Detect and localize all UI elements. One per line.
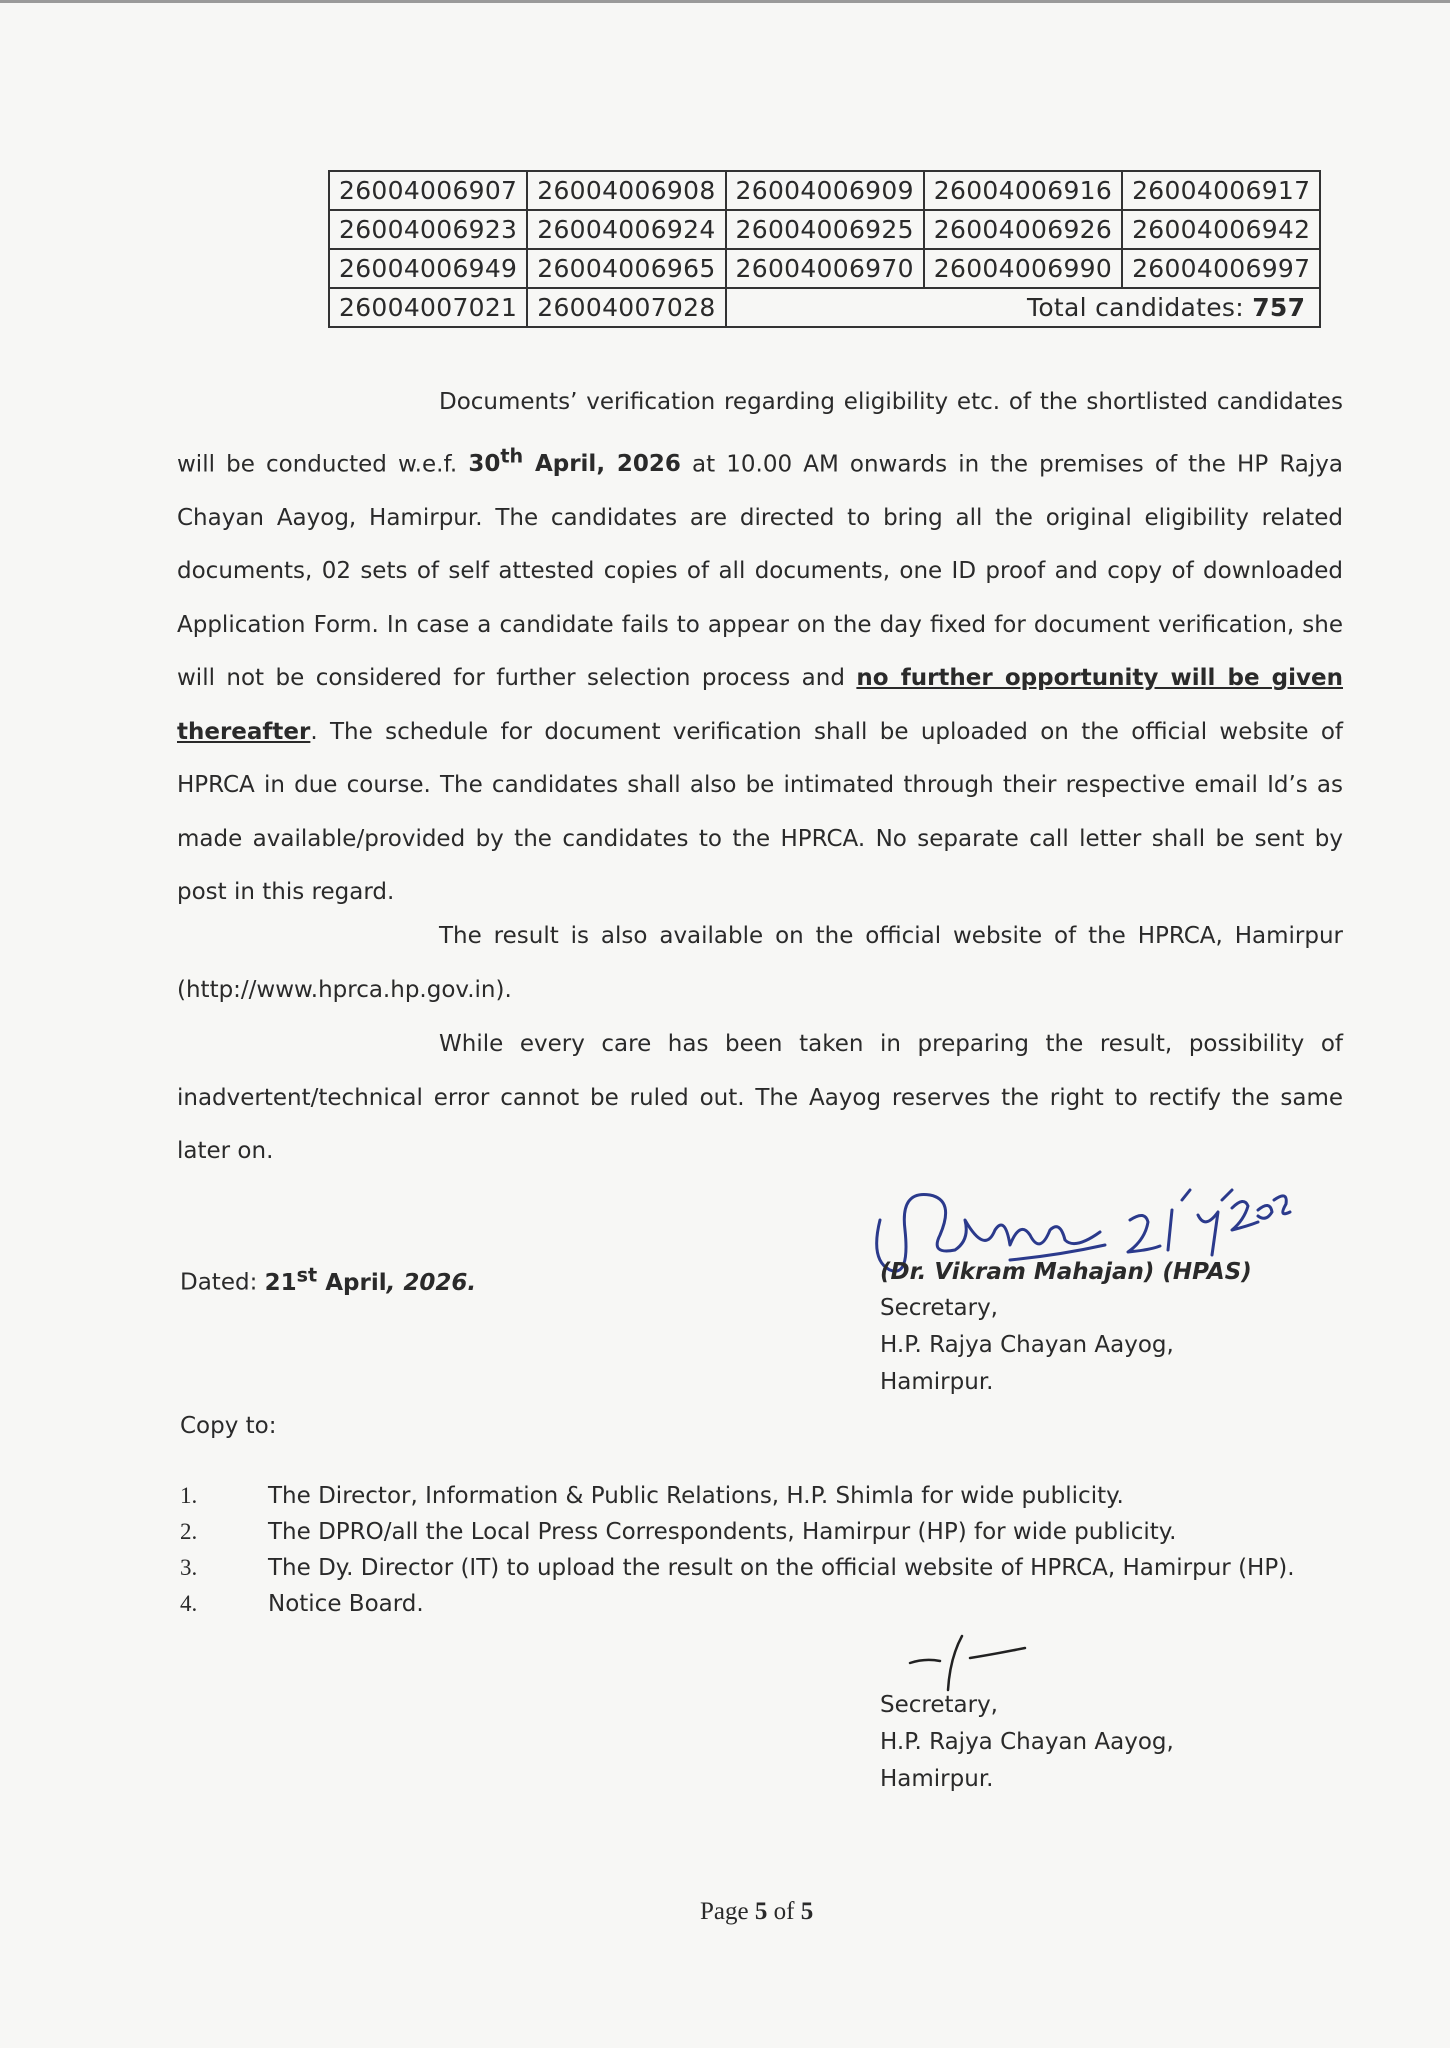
table-row (329, 210, 1320, 249)
roll-cell: 26004006926 (924, 210, 1122, 249)
roll-cell: 26004006924 (527, 210, 725, 249)
list-item: 4. Notice Board. (180, 1591, 424, 1617)
dated-line: Dated: 21st April, 2026. (180, 1263, 477, 1296)
total-value: 757 (1252, 293, 1306, 322)
table-row (329, 249, 1320, 288)
roll-cell: 26004006949 (329, 249, 527, 288)
copy-to-list (180, 1478, 1295, 1622)
disclaimer-paragraph: While every care has been taken in preparing the result, possibility of inadvertent/technical error cannot be ruled out. The Aayog reserves the right to rectify the same later on. (177, 1031, 1343, 1164)
result-website-paragraph: The result is also available on the official website of the HPRCA, Hamirpur (http://www.hprca.hp.gov.in). (177, 923, 1343, 1003)
signatory-org: H.P. Rajya Chayan Aayog, (880, 1332, 1174, 1358)
dated-value: 21st April, 2026. (264, 1263, 477, 1296)
copy-to-heading: Copy to: (180, 1413, 277, 1439)
signatory-title: Secretary, (880, 1692, 998, 1718)
roll-cell: 26004006907 (329, 171, 527, 210)
verification-date: 30th April, 2026 (468, 444, 681, 478)
table-row (329, 171, 1320, 210)
roll-cell: 26004006965 (527, 249, 725, 288)
page-number: Page 5 of 5 (700, 1898, 814, 1925)
roll-cell: 26004006909 (726, 171, 924, 210)
signatory-block (880, 1290, 1174, 1401)
total-candidates-cell (726, 288, 1321, 327)
signatory-place: Hamirpur. (880, 1369, 994, 1395)
handwritten-signature (860, 1160, 1280, 1310)
roll-cell: 26004006925 (726, 210, 924, 249)
total-label: Total candidates: (1027, 293, 1253, 322)
roll-cell: 26004006923 (329, 210, 527, 249)
roll-number-table (328, 170, 1321, 328)
roll-cell: 26004007028 (527, 288, 725, 327)
roll-cell: 26004006908 (527, 171, 725, 210)
roll-cell: 26004006942 (1122, 210, 1320, 249)
list-item: 3. The Dy. Director (IT) to upload the result on the official website of HPRCA, Hamirpur (HP). (180, 1555, 1295, 1581)
list-item: 1. The Director, Information & Public Relations, H.P. Shimla for wide publicity. (180, 1483, 1124, 1509)
scan-edge (0, 0, 1450, 3)
signatory-block-2 (880, 1687, 1174, 1798)
signatory-name: (Dr. Vikram Mahajan) (HPAS) (880, 1259, 1252, 1285)
roll-cell: 26004006970 (726, 249, 924, 288)
roll-cell: 26004006916 (924, 171, 1122, 210)
table-row (329, 288, 1320, 327)
no-further-opportunity-text: no further opportunity will be given thereafter (177, 665, 1343, 745)
roll-cell: 26004007021 (329, 288, 527, 327)
signatory-title: Secretary, (880, 1295, 998, 1321)
roll-cell: 26004006997 (1122, 249, 1320, 288)
list-item: 2. The DPRO/all the Local Press Correspondents, Hamirpur (HP) for wide publicity. (180, 1519, 1177, 1545)
signatory-org: H.P. Rajya Chayan Aayog, (880, 1729, 1174, 1755)
roll-cell: 26004006990 (924, 249, 1122, 288)
verification-paragraph: Documents’ verification regarding eligibility etc. of the shortlisted candidates will be conducted w.e.f. 30th April, 2026 at 10.00 AM onwards in the premises of the HP Rajya Chayan Aayog, Hamirpur. The candidates are directed to bring all the original eligibility related documents, 02 sets of self attested copies of all documents, one ID proof and copy of downloaded Application Form. In case a candidate fails to appear on the day fixed for document verification, she will not be considered for further selection process and no further opportunity will be given thereafter. The schedule for document verification shall be uploaded on the official website of HPRCA in due course. The candidates shall also be intimated through their respective email Id’s as made available/provided by the candidates to the HPRCA. No separate call letter shall be sent by post in this regard. (177, 389, 1344, 906)
roll-cell: 26004006917 (1122, 171, 1320, 210)
signatory-place: Hamirpur. (880, 1766, 994, 1792)
